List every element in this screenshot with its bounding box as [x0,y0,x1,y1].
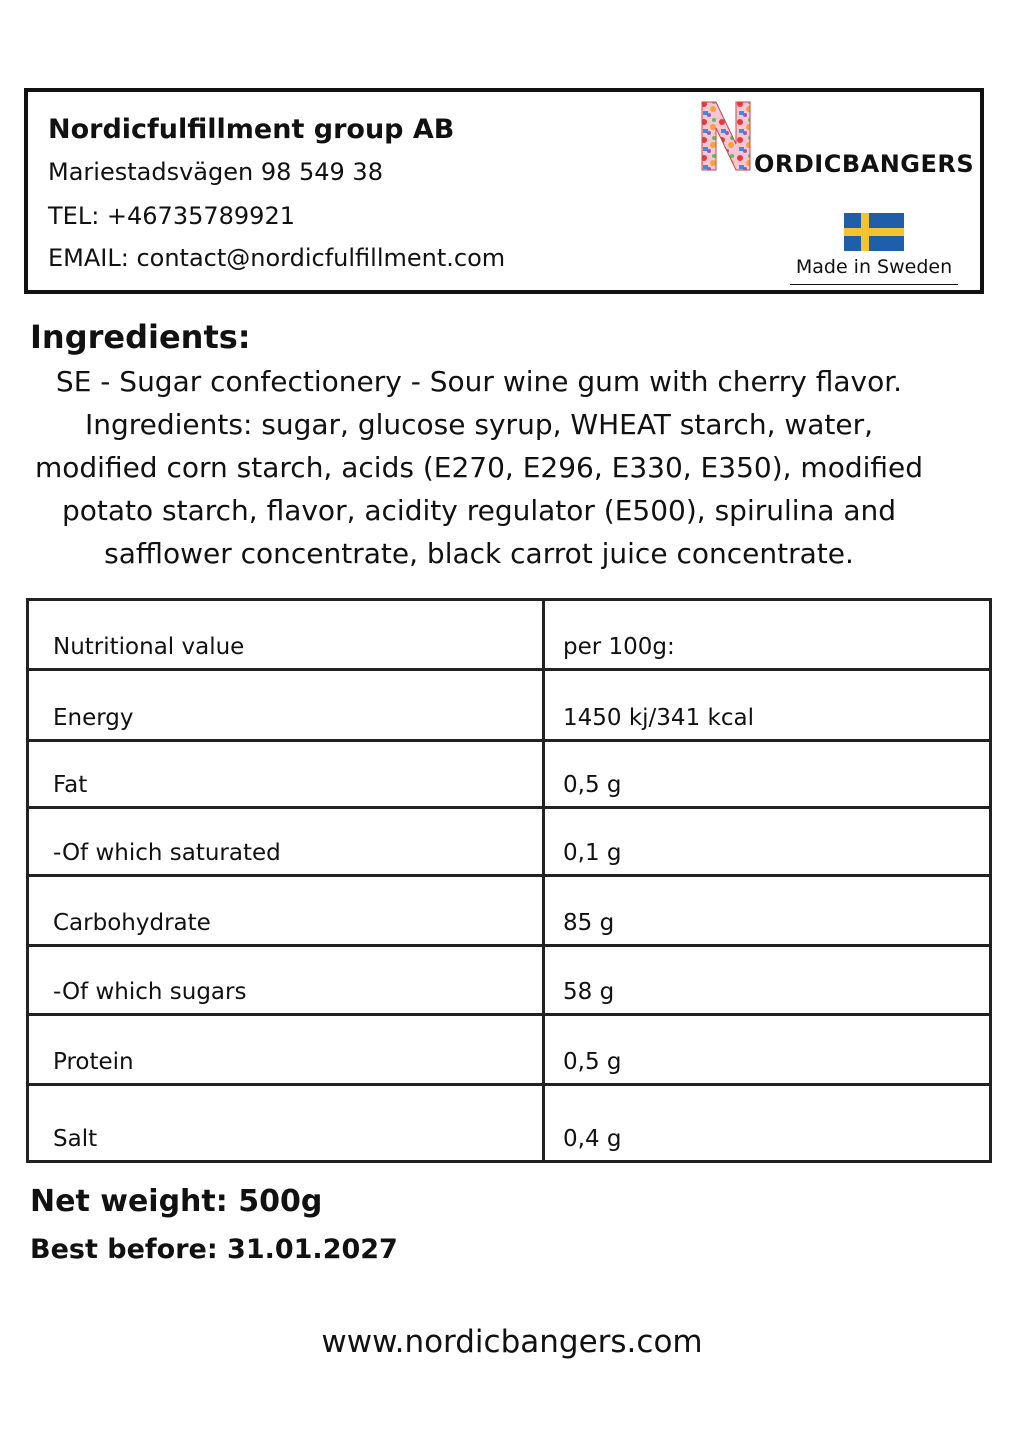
nutrient-value: per 100g: [544,600,991,670]
nutrient-label: Salt [28,1085,544,1162]
nutrient-label: -Of which saturated [28,808,544,876]
nutrient-value: 0,5 g [544,741,991,808]
nutrient-label: Carbohydrate [28,876,544,946]
nutrition-table [26,598,992,1163]
table-row [28,808,991,876]
company-phone: TEL: +46735789921 [48,202,295,230]
net-weight: Net weight: 500g [30,1184,323,1219]
nutrient-label: Nutritional value [28,600,544,670]
logo-wordmark: ORDICBANGERS [754,150,975,178]
company-email: EMAIL: contact@nordicfulfillment.com [48,244,506,272]
table-row [28,741,991,808]
nutrient-value: 1450 kj/341 kcal [544,670,991,741]
table-row [28,600,991,670]
nutrient-value: 0,1 g [544,808,991,876]
nutrient-value: 0,4 g [544,1085,991,1162]
company-address: Mariestadsvägen 98 549 38 [48,158,383,186]
nutrient-label: -Of which sugars [28,946,544,1015]
table-row [28,670,991,741]
table-row [28,1015,991,1085]
table-row [28,1085,991,1162]
website-link[interactable]: www.nordicbangers.com [321,1324,703,1360]
table-row [28,876,991,946]
nordicbangers-logo [700,100,980,180]
made-in-underline [790,284,958,285]
nordicbangers-candy-logo-icon [700,100,752,172]
sweden-flag-icon [844,213,904,251]
nutrient-value: 58 g [544,946,991,1015]
ingredients-text: SE - Sugar confectionery - Sour wine gum with cherry flavor. Ingredients: sugar, glucose syrup, WHEAT starch, water, modified corn starch, acids (E270, E296, E330, E350), modified potato starch, flavor, acidity regulator (E500), spirulina and safflower concentrate, black carrot juice concentrate. [34,365,924,570]
ingredients-title: Ingredients: [30,318,251,356]
nutrient-value: 85 g [544,876,991,946]
best-before: Best before: 31.01.2027 [30,1234,398,1265]
made-in-label: Made in Sweden [795,256,953,278]
nutrient-label: Fat [28,741,544,808]
nutrient-label: Energy [28,670,544,741]
nutrient-value: 0,5 g [544,1015,991,1085]
company-name: Nordicfulfillment group AB [48,114,455,145]
nutrient-label: Protein [28,1015,544,1085]
table-row [28,946,991,1015]
